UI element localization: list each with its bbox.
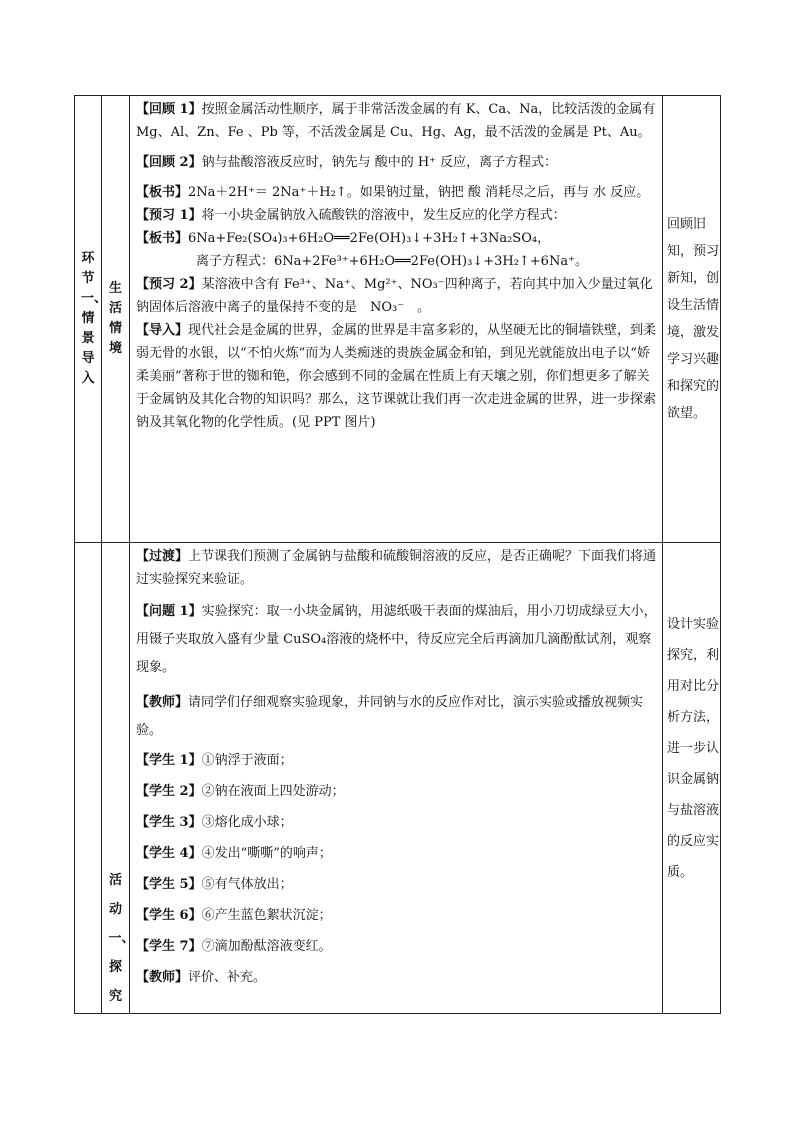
activity-cell (102, 96, 130, 543)
preview-1: 【预习 1】将一小块金属钠放入硫酸铁的溶液中，发生反应的化学方程式： (136, 208, 566, 223)
intent-cell (663, 96, 721, 543)
stage-cell (75, 96, 108, 543)
activity-label-2: 活动一、探究 (108, 873, 135, 1004)
transition: 【过渡】上节课我们预测了金属钠与盐酸和硫酸铜溶液的反应，是否正确呢？下面我们将通过实验探究来验证。 (136, 549, 657, 587)
lead-in: 【导入】现代社会是金属的世界，金属的世界是丰富多彩的，从坚硬无比的铜墙铁壁，到柔弱无骨的水银，以“不怕火炼”而为人类痴迷的贵族金属金和铂，到见光就能放出电子以“娇柔美丽”著称于世的铷和铯，你会感到不同的金属在性质上有天壤之别，你们想更多了解关于金属钠及其化合物的知识吗？那么，这节课就让我们再一次走进金属的世界，进一步探索钠及其氧化物的化学性质。(见 PPT 图片) (136, 323, 657, 430)
student-answer: 【学生 6】⑥产生蓝色絮状沉淀； (136, 908, 332, 923)
board-1: 【板书】2Na＋2H⁺＝ 2Na⁺＋H₂↑。如果钠过量，钠把 酸 消耗尽之后，再与 水 反应。 (136, 185, 650, 200)
preview-2: 【预习 2】某溶液中含有 Fe³⁺、Na⁺、Mg²⁺、NO₃⁻四种离子，若向其中加入少量过氧化钠固体后溶液中离子的量保持不变的是 NO₃⁻ 。 (136, 277, 653, 315)
intent-text: 回顾旧知，预习新知，创设生活情境，激发学习兴趣和探究的欲望。 (667, 217, 720, 421)
student-answer: 【学生 1】①钠浮于液面； (136, 753, 293, 768)
student-answer: 【学生 2】②钠在液面上四处游动； (136, 784, 345, 799)
student-answer: 【学生 5】⑤有气体放出； (136, 877, 293, 892)
teacher-1: 【教师】请同学们仔细观察实验现象，并同钠与水的反应作对比，演示实验或播放视频实验。 (136, 695, 644, 738)
ionic-equation: 离子方程式：6Na+2Fe³⁺+6H₂O══2Fe(OH)₃↓+3H₂↑+6Na⁺。 (196, 254, 588, 269)
board-2: 【板书】6Na+Fe₂(SO₄)₃+6H₂O══2Fe(OH)₃↓+3H₂↑+3Na₂SO₄， (136, 231, 551, 246)
student-answer: 【学生 3】③熔化成小球； (136, 815, 293, 830)
student-answer: 【学生 7】⑦滴加酚酞溶液变红。 (136, 939, 332, 954)
student-answer: 【学生 4】④发出“嘶嘶”的响声； (136, 846, 332, 861)
section-intro-row (75, 96, 721, 543)
question-1: 【问题 1】实验探究：取一小块金属钠，用滤纸吸干表面的煤油后，用小刀切成绿豆大小，用镊子夹取放入盛有少量 CuSO₄溶液的烧杯中，待反应完全后再滴加几滴酚酞试剂，观察现象。 (136, 604, 657, 675)
review-1: 【回顾 1】按照金属活动性顺序，属于非常活泼金属的有 K、Ca、Na，比较活泼的金属有 Mg、Al、Zn、Fe 、Pb 等，不活泼金属是 Cu、Hg、Ag，最不活泼的金属是 Pt、Au。 (136, 102, 656, 140)
content-cell (130, 96, 663, 543)
content-cell-2 (130, 543, 663, 1014)
section-activity-row (75, 543, 721, 1014)
stage-label: 环节一、情景导入 (81, 251, 108, 386)
teacher-2: 【教师】评价、补充。 (136, 970, 267, 985)
stage-cell-empty (75, 543, 102, 1014)
intent-cell-2 (663, 543, 721, 1014)
lesson-plan-table (74, 95, 721, 1014)
intent-text-2: 设计实验探究，利用对比分析方法，进一步认识金属钠与盐溶液的反应实质。 (667, 617, 720, 880)
review-2: 【回顾 2】钠与盐酸溶液反应时，钠先与 酸中的 H⁺ 反应，离子方程式： (136, 155, 558, 170)
activity-cell-2 (102, 543, 135, 1014)
student-list (136, 745, 658, 962)
activity-label: 生活情境 (108, 281, 122, 356)
